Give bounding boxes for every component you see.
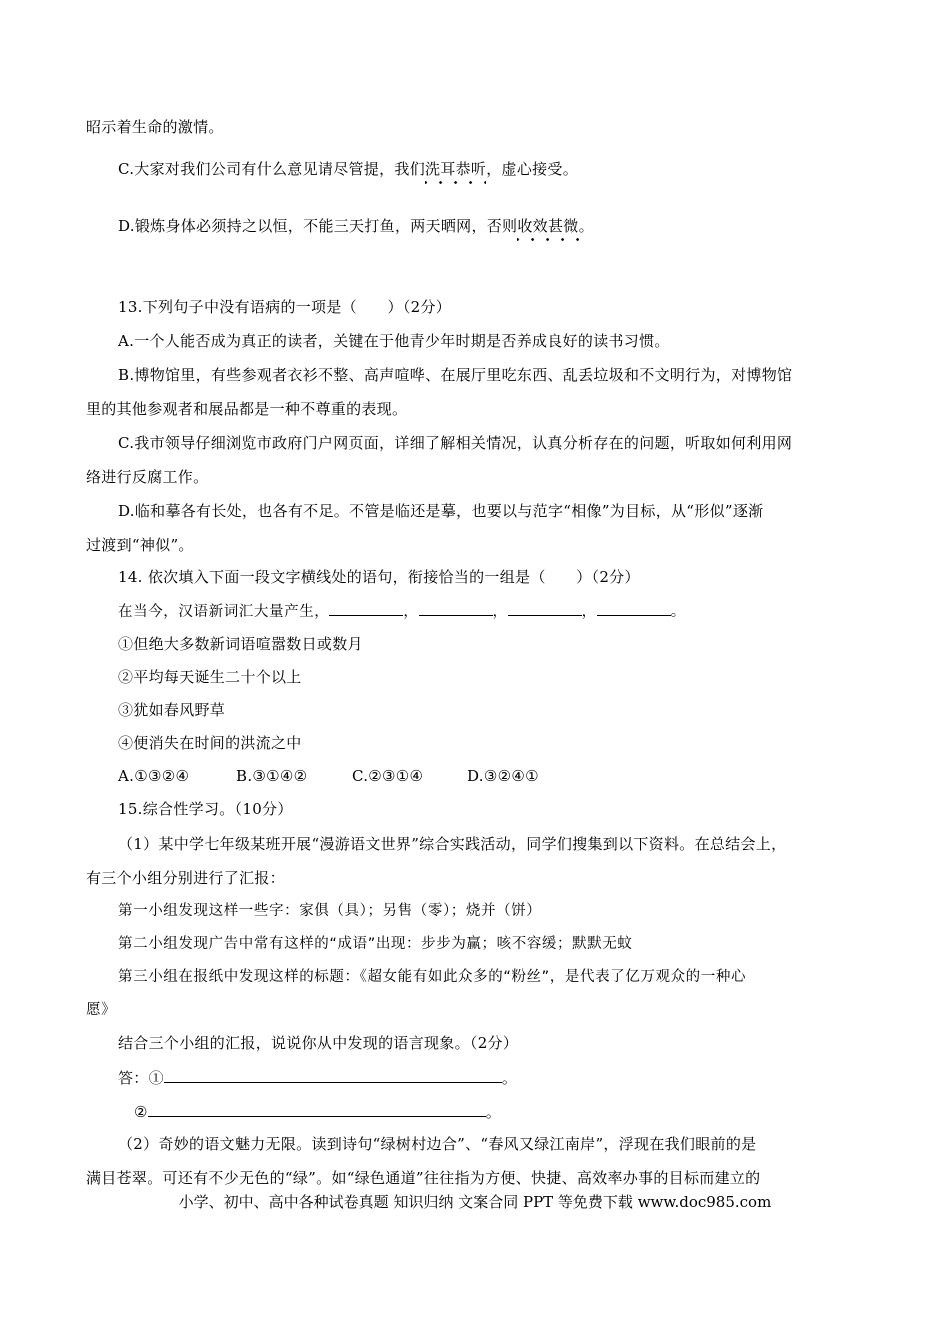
q13-stem: 13.下列句子中没有语病的一项是（ ）（2分） bbox=[118, 298, 452, 316]
q15-answer-1-label: 答：① bbox=[118, 1069, 164, 1087]
q14-item-1: ①但绝大多数新词语喧嚣数日或数月 bbox=[118, 635, 363, 653]
q15-group2-report: 第二小组发现广告中常有这样的“成语”出现：步步为赢；咳不容缓；默默无蚊 bbox=[118, 936, 633, 952]
q15-answer-1-blank bbox=[164, 1067, 502, 1083]
q15-question: 结合三个小组的汇报，说说你从中发现的语言现象。（2分） bbox=[118, 1034, 519, 1052]
q15-part1-line2: 有三个小组分别进行了汇报： bbox=[86, 869, 285, 887]
q15-answer-2-label: ② bbox=[134, 1103, 148, 1121]
q14-comma-3: ， bbox=[581, 604, 597, 620]
q13-option-c-line1: C.我市领导仔细浏览市政府门户网页面，详细了解相关情况，认真分析存在的问题，听取如何利用网 bbox=[118, 434, 793, 452]
q13-option-b-line2: 里的其他参观者和展品都是一种不尊重的表现。 bbox=[86, 400, 408, 418]
q14-options bbox=[118, 766, 539, 786]
q15-part1-line1: （1）某中学七年级某班开展“漫游语文世界”综合实践活动，同学们搜集到以下资料。在总结会上， bbox=[118, 835, 787, 853]
q14-blank-1 bbox=[329, 600, 403, 616]
q15-answer-2-period: 。 bbox=[485, 1103, 502, 1121]
q15-answer-1 bbox=[118, 1067, 517, 1088]
q14-comma-2: ， bbox=[492, 604, 508, 620]
q13-option-a: A.一个人能否成为真正的读者，关键在于他青少年时期是否养成良好的读书习惯。 bbox=[118, 332, 670, 350]
q13-option-b-line1: B.博物馆里，有些参观者衣衫不整、高声喧哗、在展厅里吃东西、乱丢垃圾和不文明行为，对博物馆 bbox=[118, 366, 793, 384]
q14-option-b: B.③①④② bbox=[236, 767, 308, 785]
q14-passage bbox=[118, 600, 686, 622]
q14-blank-4 bbox=[597, 600, 671, 616]
q15-answer-1-period: 。 bbox=[501, 1069, 518, 1087]
q14-period: 。 bbox=[670, 604, 686, 620]
q14-item-2: ②平均每天诞生二十个以上 bbox=[118, 668, 302, 686]
q15-answer-2-blank bbox=[148, 1101, 486, 1117]
q12-c-text-post: ，虚心接受。 bbox=[486, 160, 579, 178]
q15-group3-report-line1: 第三小组在报纸中发现这样的标题：《超女能有如此众多的“粉丝”，是代表了亿万观众的一种心 bbox=[118, 969, 747, 985]
q12-d-text-post: 。 bbox=[578, 217, 594, 235]
q15-answer-2 bbox=[134, 1101, 501, 1122]
q13-option-d-line1: D.临和摹各有长处，也各有不足。不管是临还是摹，也要以与范字“相像”为目标，从“形似”逐渐 bbox=[118, 502, 764, 520]
q14-item-3: ③犹如春风野草 bbox=[118, 701, 226, 719]
q14-comma-1: ， bbox=[403, 604, 419, 620]
q15-group3-report-line2: 愿》 bbox=[86, 1002, 117, 1018]
page-footer: 小学、初中、高中各种试卷真题 知识归纳 文案合同 PPT 等免费下载 www.doc985.com bbox=[178, 1193, 772, 1211]
q12-option-d bbox=[118, 216, 594, 236]
q12-d-dotted-phrase: 收效甚微 bbox=[517, 217, 579, 235]
q13-option-d-line2: 过渡到“神似”。 bbox=[86, 536, 194, 554]
q12-continuation: 昭示着生命的激情。 bbox=[86, 118, 224, 136]
q12-c-text-pre: C.大家对我们公司有什么意见请尽管提，我们 bbox=[118, 160, 426, 178]
q12-d-text-pre: D.锻炼身体必须持之以恒，不能三天打鱼，两天晒网，否则 bbox=[118, 217, 518, 235]
q14-blank-2 bbox=[419, 600, 493, 616]
q14-blank-3 bbox=[508, 600, 582, 616]
q12-c-dotted-phrase: 洗耳恭听 bbox=[425, 160, 487, 178]
q14-passage-text: 在当今，汉语新词汇大量产生， bbox=[118, 604, 330, 620]
q15-part2-line2: 满目苍翠。可还有不少无色的“绿”。如“绿色通道”往往指为方便、快捷、高效率办事的目标而建立的 bbox=[86, 1169, 761, 1187]
q14-stem: 14. 依次填入下面一段文字横线处的语句，衔接恰当的一组是（ ）（2分） bbox=[118, 568, 640, 586]
q15-group1-report: 第一小组发现这样一些字：家俱（具）；另售（零）；烧并（饼） bbox=[118, 903, 542, 919]
q14-item-4: ④便消失在时间的洪流之中 bbox=[118, 734, 302, 752]
q14-option-a: A.①③②④ bbox=[118, 767, 190, 785]
q15-stem: 15.综合性学习。（10分） bbox=[118, 800, 293, 818]
q12-option-c bbox=[118, 159, 578, 179]
q14-option-c: C.②③①④ bbox=[352, 767, 424, 785]
q14-option-d: D.③②④① bbox=[467, 767, 539, 785]
q15-part2-line1: （2）奇妙的语文魅力无限。读到诗句“绿树村边合”、“春风又绿江南岸”，浮现在我们眼前的是 bbox=[118, 1135, 757, 1153]
q13-option-c-line2: 络进行反腐工作。 bbox=[86, 468, 209, 486]
